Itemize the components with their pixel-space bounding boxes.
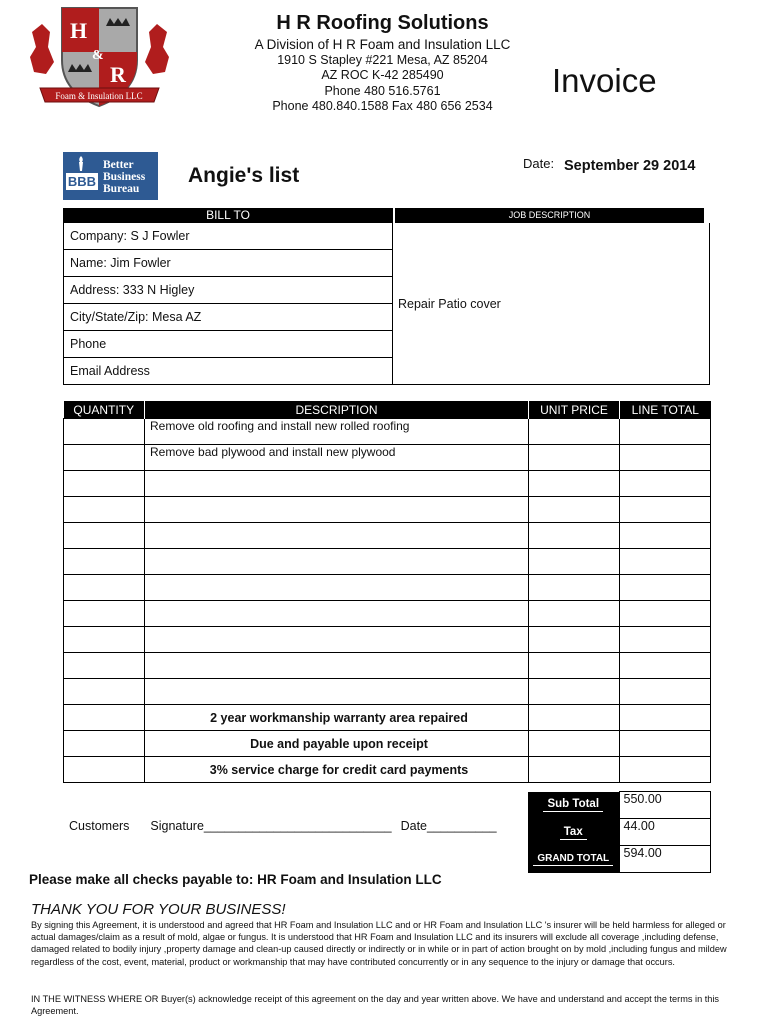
- item-line-total: [620, 419, 711, 445]
- legal-text: By signing this Agreement, it is understood and agreed that HR Foam and Insulation LLC and or HR Foam and Insulation LLC 's insurer will be held harmless for alleged or actual damages/claim as a result of mold, algae or fungus. It is understood that HR Foam and Insulation LLC and its insurers will exclude all coverage ,including defense, damaged related to bodily injury ,property damage and clean-up caused directly or indirectly or in while or in part of action brought on by mold ,including fungus and mildew regardless of the cost, event, material, product or workmanship that may have contributed concurrently or in any sequence to the injury or damage that occurs.: [31, 920, 727, 967]
- grand-total-value: 594.00: [619, 846, 710, 873]
- totals-table: [528, 791, 711, 873]
- item-description: [145, 497, 529, 523]
- item-unit-price: [529, 549, 620, 575]
- date-label: Date:: [523, 156, 555, 171]
- item-line-total: [620, 549, 711, 575]
- item-quantity: [64, 575, 145, 601]
- bill-to-email: Email Address: [70, 364, 150, 378]
- table-row: [64, 549, 711, 575]
- bill-to-phone: Phone: [64, 331, 392, 358]
- document-title: Invoice: [552, 62, 657, 99]
- bill-to-company: Company: S J Fowler: [64, 223, 392, 250]
- note-row: [64, 731, 711, 757]
- witness-text: IN THE WITNESS WHERE OR Buyer(s) acknowledge receipt of this agreement on the day and year written above. We have and understand and accept the terms in this Agreement.: [31, 994, 720, 1017]
- item-description: [145, 679, 529, 705]
- table-row: [64, 471, 711, 497]
- bill-to-city: City/State/Zip: Mesa AZ: [64, 304, 392, 331]
- item-quantity: [64, 523, 145, 549]
- item-unit-price: [529, 471, 620, 497]
- item-description: Remove old roofing and install new rolled roofing: [145, 419, 529, 445]
- item-unit-price: [529, 419, 620, 445]
- item-line-total: [620, 679, 711, 705]
- job-description-text: Repair Patio cover: [398, 297, 501, 311]
- signature-field[interactable]: Signature___________________________: [150, 819, 392, 833]
- item-description: [145, 653, 529, 679]
- item-description: [145, 575, 529, 601]
- tax-label: Tax: [560, 825, 587, 840]
- item-line-total: [620, 497, 711, 523]
- company-address: 1910 S Stapley #221 Mesa, AZ 85204: [277, 52, 488, 67]
- job-description-header: JOB DESCRIPTION: [395, 208, 704, 223]
- item-quantity: [64, 705, 145, 731]
- item-unit-price: [529, 757, 620, 783]
- item-quantity: [64, 627, 145, 653]
- item-unit-price: [529, 445, 620, 471]
- item-unit-price: [529, 705, 620, 731]
- item-line-total: [620, 731, 711, 757]
- item-line-total: [620, 653, 711, 679]
- item-unit-price: [529, 575, 620, 601]
- date-value: September 29 2014: [564, 158, 696, 174]
- company-name: H R Roofing Solutions: [276, 12, 489, 34]
- item-quantity: [64, 653, 145, 679]
- subtotal-label: Sub Total: [543, 797, 603, 812]
- company-roc: AZ ROC K-42 285490: [321, 68, 444, 82]
- job-description-section: [393, 223, 710, 385]
- item-line-total: [620, 471, 711, 497]
- item-quantity: [64, 601, 145, 627]
- table-row: [64, 627, 711, 653]
- table-row: [64, 445, 711, 471]
- col-line-total: LINE TOTAL: [620, 401, 711, 419]
- table-row: [64, 601, 711, 627]
- item-line-total: [620, 575, 711, 601]
- table-row: [64, 497, 711, 523]
- item-quantity: [64, 731, 145, 757]
- note-text: Due and payable upon receipt: [145, 731, 529, 757]
- bbb-mark: BBB: [67, 174, 97, 189]
- item-description: [145, 549, 529, 575]
- item-quantity: [64, 679, 145, 705]
- table-row: [64, 653, 711, 679]
- col-description: DESCRIPTION: [145, 401, 529, 419]
- svg-text:H: H: [70, 18, 88, 43]
- grand-total-label: GRAND TOTAL: [533, 852, 613, 866]
- thank-you-text: THANK YOU FOR YOUR BUSINESS!: [31, 901, 286, 918]
- note-row: [64, 757, 711, 783]
- svg-text:R: R: [110, 62, 126, 87]
- note-text: 3% service charge for credit card payments: [145, 757, 529, 783]
- signature-date-field[interactable]: Date__________: [400, 819, 497, 833]
- customers-label: Customers: [69, 819, 130, 833]
- item-description: [145, 471, 529, 497]
- bill-to-address: Address: 333 N Higley: [64, 277, 392, 304]
- svg-text:&: &: [92, 48, 104, 63]
- line-items-table: [63, 401, 711, 783]
- item-unit-price: [529, 679, 620, 705]
- bbb-line: Business: [103, 171, 146, 183]
- table-row: [64, 575, 711, 601]
- company-logo: [22, 2, 177, 114]
- item-unit-price: [529, 523, 620, 549]
- note-row: [64, 705, 711, 731]
- item-line-total: [620, 601, 711, 627]
- item-quantity: [64, 471, 145, 497]
- item-description: [145, 523, 529, 549]
- note-text: 2 year workmanship warranty area repaired: [145, 705, 529, 731]
- item-line-total: [620, 523, 711, 549]
- item-unit-price: [529, 497, 620, 523]
- bbb-line: Better: [103, 159, 134, 171]
- item-line-total: [620, 757, 711, 783]
- item-quantity: [64, 419, 145, 445]
- item-line-total: [620, 445, 711, 471]
- item-unit-price: [529, 731, 620, 757]
- item-description: [145, 601, 529, 627]
- table-row: [64, 679, 711, 705]
- item-quantity: [64, 445, 145, 471]
- logo-banner-text: Foam & Insulation LLC: [55, 91, 143, 101]
- table-row: [64, 419, 711, 445]
- item-unit-price: [529, 627, 620, 653]
- company-division: A Division of H R Foam and Insulation LLC: [254, 37, 511, 52]
- company-phone-fax: Phone 480.840.1588 Fax 480 656 2534: [272, 99, 493, 113]
- item-quantity: [64, 549, 145, 575]
- torch-icon: [77, 156, 85, 171]
- item-description: Remove bad plywood and install new plywood: [145, 445, 529, 471]
- item-quantity: [64, 757, 145, 783]
- payable-note: Please make all checks payable to: HR Foam and Insulation LLC: [29, 872, 442, 887]
- item-description: [145, 627, 529, 653]
- subtotal-value: 550.00: [619, 792, 710, 819]
- item-unit-price: [529, 653, 620, 679]
- bill-to-name: Name: Jim Fowler: [64, 250, 392, 277]
- bbb-line: Bureau: [103, 183, 140, 195]
- col-unit-price: UNIT PRICE: [529, 401, 620, 419]
- company-info: [230, 12, 535, 115]
- tax-value: 44.00: [619, 819, 710, 846]
- item-line-total: [620, 705, 711, 731]
- angies-list-logo: Angie's list: [188, 164, 300, 187]
- bill-to-header: BILL TO: [63, 208, 393, 223]
- bill-to-section: [63, 223, 393, 385]
- table-row: [64, 523, 711, 549]
- signature-section: [69, 819, 497, 833]
- bbb-badge: [63, 152, 158, 200]
- col-quantity: QUANTITY: [64, 401, 145, 419]
- item-line-total: [620, 627, 711, 653]
- company-phone: Phone 480 516.5761: [324, 83, 441, 98]
- item-quantity: [64, 497, 145, 523]
- item-unit-price: [529, 601, 620, 627]
